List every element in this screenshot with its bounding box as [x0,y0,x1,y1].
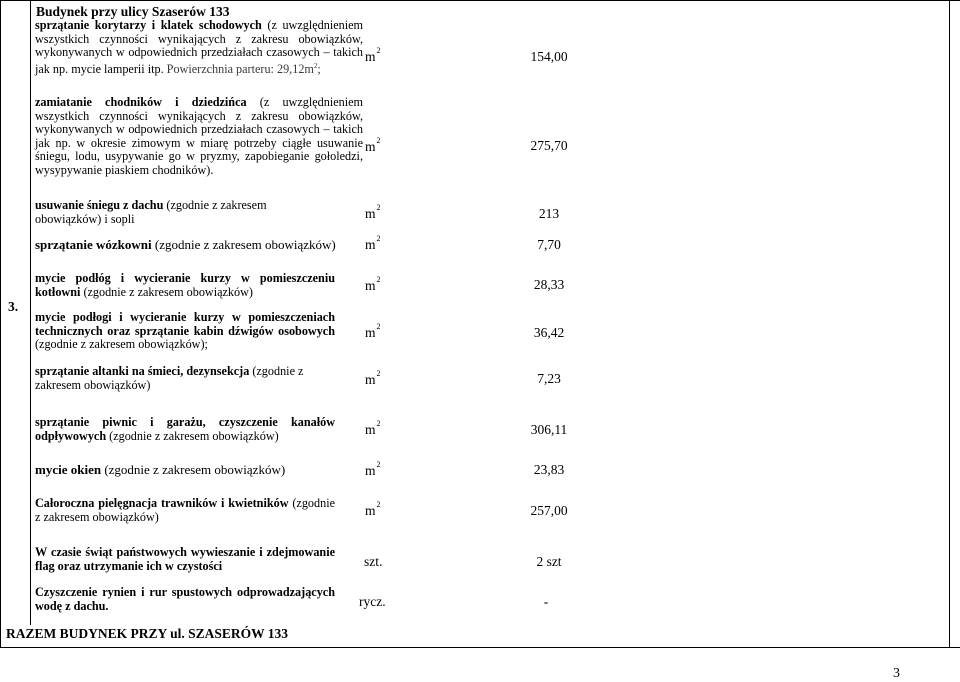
task-description: usuwanie śniegu z dachu (zgodnie z zakresem obowiązków) i sopli [35,198,267,226]
task-description: sprzątanie altanki na śmieci, dezynsekcja (zgodnie z zakresem obowiązków) [35,364,304,392]
task-description: mycie podłóg i wycieranie kurzy w pomieszczeniu kotłowni (zgodnie z zakresem obowiązków) [35,271,335,299]
table-bottom-border [0,647,960,648]
quantity-value: 154,00 [530,49,568,64]
unit-label: $m^2$ [365,203,381,221]
task-description: Czyszczenie rynien i rur spustowych odprowadzających wodę z dachu. [35,585,335,613]
section-number: 3. [8,299,19,314]
unit-label: $m^2$ [365,234,381,252]
task-description: sprzątanie korytarzy i klatek schodowych (z uwzględnieniem wszystkich czynności wynikających z zakresu obowiązków, wykonywanych w odpowiednich przedziałach czasowych – takich jak np. mycie lamperii itp. Powierzchnia parteru: $29,12m^2$; [35,18,363,76]
quantity-value: 213 [538,206,560,221]
quantity-value: 36,42 [533,325,565,340]
task-description: mycie podłogi i wycieranie kurzy w pomieszczeniach technicznych oraz sprzątanie kabin dźwigów osobowych (zgodnie z zakresem obowiązków); [35,310,335,352]
unit-label: $m^2$ [365,460,381,478]
unit-label: $m^2$ [365,500,381,518]
quantity-value: 28,33 [533,277,565,292]
table-left-border [0,0,1,648]
quantity-value: 257,00 [530,503,568,518]
unit-label: $m^2$ [365,275,381,293]
unit-label: $m^2$ [365,322,381,340]
task-description: mycie okien (zgodnie z zakresem obowiązków) [35,462,286,477]
table-right-border [949,0,950,648]
building-title: Budynek przy ulicy Szaserów 133 [36,4,230,19]
task-description: sprzątanie piwnic i garażu, czyszczenie kanałów odpływowych (zgodnie z zakresem obowiązków) [35,415,335,443]
quantity-value: 7,23 [537,371,561,386]
quantity-value: 23,83 [533,462,565,477]
task-description: zamiatanie chodników i dziedzińca (z uwzględnieniem wszystkich czynności wynikających z zakresu obowiązków, wykonywanych w odpowiednich przedziałach czasowych – takich jak np. w okresie zimowym w miarę potrzeby ciągłe usuwanie śniegu, lodu, usypywanie go w pryzmy, zapobieganie gołoledzi, wysypywanie piaskiem chodników). [35,95,364,177]
quantity-value: - [543,594,549,609]
quantity-value: 2 szt [536,554,562,569]
unit-label: rycz. [359,594,386,609]
unit-label: $m^2$ [365,136,381,154]
task-description: W czasie świąt państwowych wywieszanie i zdejmowanie flag oraz utrzymanie ich w czystości [35,545,335,573]
quantity-value: 7,70 [537,237,561,252]
page-number: 3 [893,666,900,681]
unit-label: $m^2$ [365,419,381,437]
table-top-border [0,0,960,1]
task-description: Całoroczna pielęgnacja trawników i kwietników (zgodnie z zakresem obowiązków) [35,496,336,524]
quantity-value: 306,11 [530,422,568,437]
task-description: sprzątanie wózkowni (zgodnie z zakresem obowiązków) [35,237,336,252]
unit-label: $m^2$ [365,369,381,387]
quantity-value: 275,70 [530,138,568,153]
unit-label: $m^2$ [365,46,381,64]
column-divider [30,0,31,625]
total-label: RAZEM BUDYNEK PRZY ul. SZASERÓW 133 [6,626,289,641]
unit-label: szt. [364,554,383,569]
